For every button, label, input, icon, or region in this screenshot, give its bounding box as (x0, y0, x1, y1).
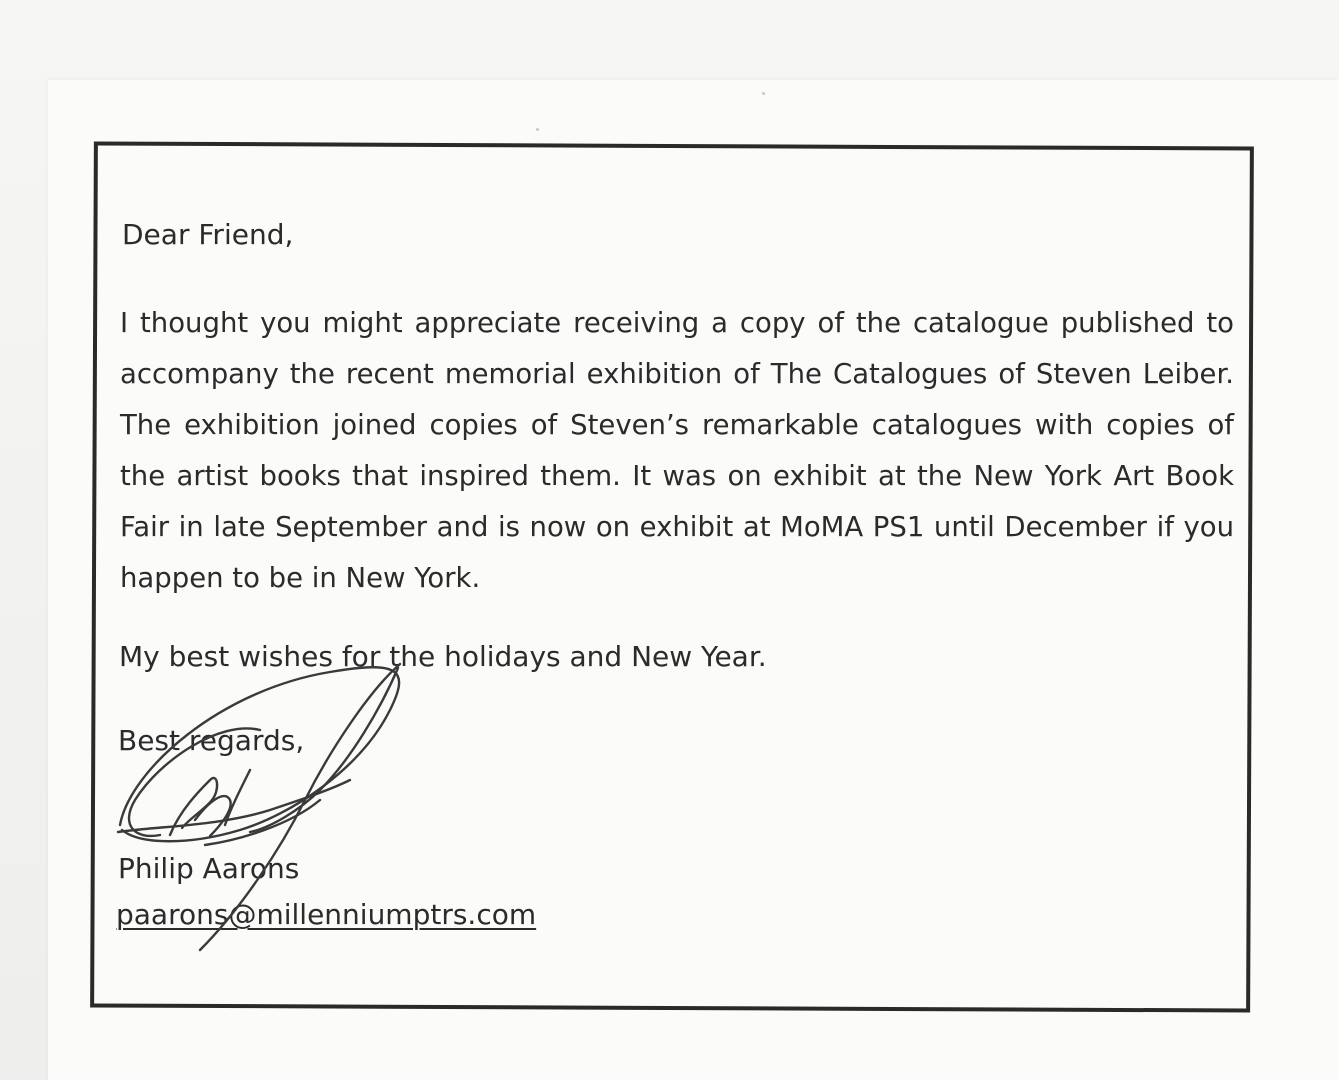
sender-name: Philip Aarons (118, 852, 300, 885)
salutation: Dear Friend, (122, 218, 294, 251)
paper-speck (536, 128, 539, 131)
sender-email-link[interactable]: paarons@millenniumptrs.com (116, 898, 537, 931)
holiday-wishes: My best wishes for the holidays and New Year. (119, 640, 767, 673)
paper-speck (762, 92, 765, 95)
letter-body: I thought you might appreciate receiving a copy of the catalogue published to accompany the recent memorial exhibition of The Catalogues of Steven Leiber. The exhibition joined copies of Steven’s remarkable catalogues with copies of the artist books that inspired them. It was on exhibit at the New York Art Book Fair in late September and is now on exhibit at MoMA PS1 until December if you happen to be in New York. (120, 307, 1234, 594)
closing: Best regards, (118, 724, 305, 757)
